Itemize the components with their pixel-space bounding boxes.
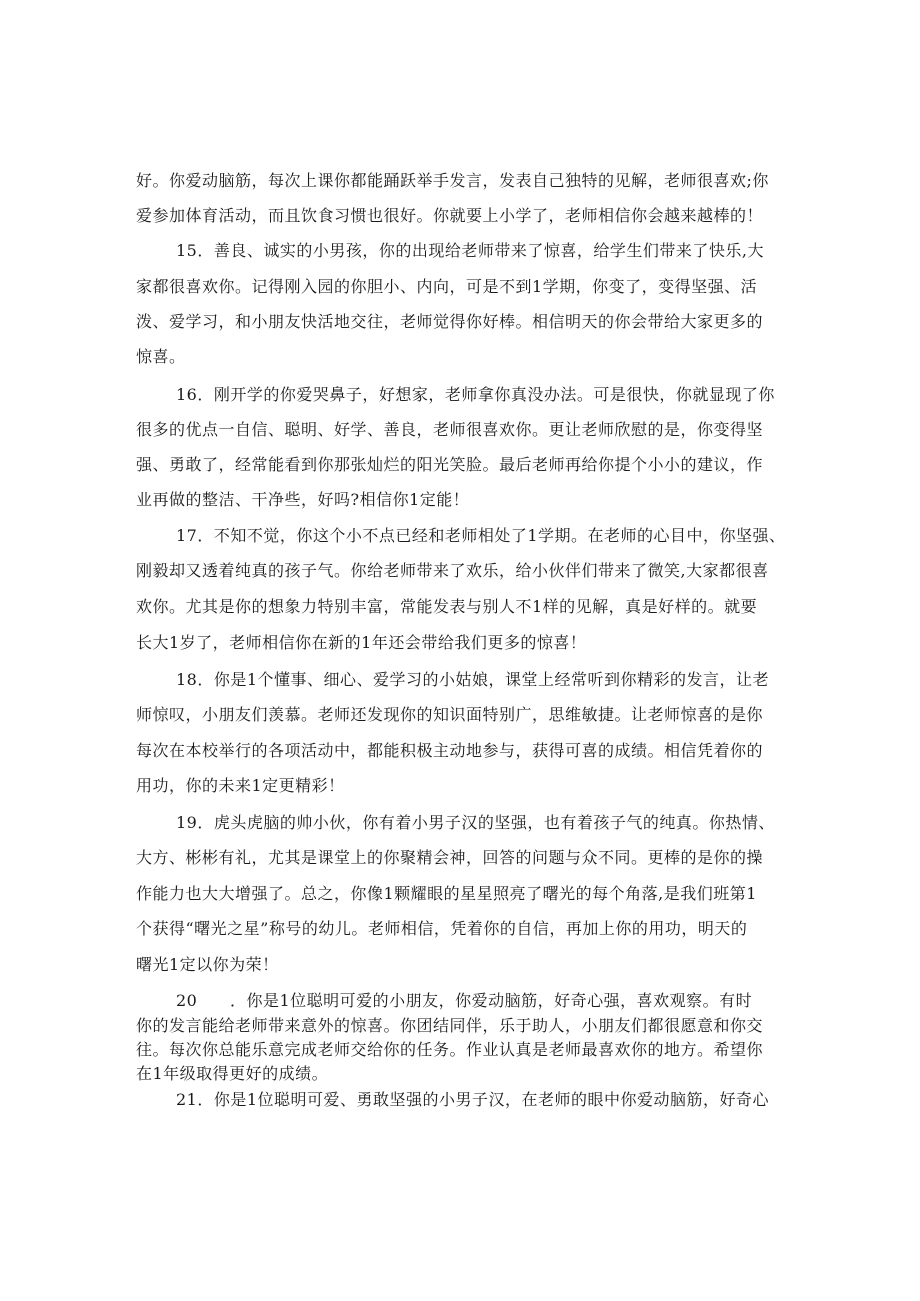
text-line: 爱参加体育活动，而且饮食习惯也很好。你就要上小学了，老师相信你会越来越棒的！ xyxy=(136,206,764,225)
text-line: 好。你爱动脑筋，每次上课你都能踊跃举手发言，发表自己独特的见解，老师很喜欢;你 xyxy=(136,171,769,190)
text-line: 强、勇敢了，经常能看到你那张灿烂的阳光笑脸。最后老师再给你提个小小的建议，作 xyxy=(136,455,764,474)
text-line: 你的发言能给老师带来意外的惊喜。你团结同伴，乐于助人，小朋友们都很愿意和你交 xyxy=(136,1016,764,1035)
text-line: 欢你。尤其是你的想象力特别丰富，常能发表与别人不1样的见解，真是好样的。就要 xyxy=(136,597,758,616)
text-line: 作能力也大大增强了。总之，你像1颗耀眼的星星照亮了曙光的每个角落,是我们班第1 xyxy=(136,884,757,903)
text-line: 泼、爱学习，和小朋友快活地交往，老师觉得你好棒。相信明天的你会带给大家更多的 xyxy=(136,312,764,331)
paragraph-19-start: 19．虎头虎脑的帅小伙，你有着小男子汉的坚强，也有着孩子气的纯真。你热情、 xyxy=(176,813,775,832)
text-line: 业再做的整洁、干净些，好吗?相信你1定能！ xyxy=(136,490,470,509)
text-line: 曙光1定以你为荣！ xyxy=(136,955,279,974)
text-line: 在1年级取得更好的成绩。 xyxy=(136,1064,329,1083)
paragraph-21-start: 21．你是1位聪明可爱、勇敢坚强的小男子汉，在老师的眼中你爱动脑筋，好奇心 xyxy=(176,1090,770,1109)
paragraph-text: ．你是1位聪明可爱的小朋友，你爱动脑筋，好奇心强，喜欢观察。有时 xyxy=(230,991,753,1010)
text-line: 往。每次你总能乐意完成老师交给你的任务。作业认真是老师最喜欢你的地方。希望你 xyxy=(136,1040,764,1059)
text-line: 刚毅却又透着纯真的孩子气。你给老师带来了欢乐，给小伙伴们带来了微笑,大家都很喜 xyxy=(136,561,769,580)
paragraph-16-start: 16．刚开学的你爱哭鼻子，好想家，老师拿你真没办法。可是很快，你就显现了你 xyxy=(176,385,775,404)
text-line: 每次在本校举行的各项活动中，都能积极主动地参与，获得可喜的成绩。相信凭着你的 xyxy=(136,741,764,760)
paragraph-18-start: 18．你是1个懂事、细心、爱学习的小姑娘，课堂上经常听到你精彩的发言，让老 xyxy=(176,670,770,689)
paragraph-20-start xyxy=(176,988,752,1011)
text-line: 家都很喜欢你。记得刚入园的你胆小、内向，可是不到1学期，你变了，变得坚强、活 xyxy=(136,277,758,296)
text-line: 惊喜。 xyxy=(136,347,186,366)
text-line: 大方、彬彬有礼，尤其是课堂上的你聚精会神，回答的问题与众不同。更棒的是你的操 xyxy=(136,848,764,867)
text-line: 很多的优点一自信、聪明、好学、善良，老师很喜欢你。更让老师欣慰的是，你变得坚 xyxy=(136,420,764,439)
paragraph-17-start: 17．不知不觉，你这个小不点已经和老师相处了1学期。在老师的心目中，你坚强、 xyxy=(176,526,786,545)
paragraph-15-start: 15．善良、诚实的小男孩，你的出现给老师带来了惊喜，给学生们带来了快乐,大 xyxy=(176,241,764,260)
text-line: 师惊叹，小朋友们羡慕。老师还发现你的知识面特别广，思维敏捷。让老师惊喜的是你 xyxy=(136,705,764,724)
text-line: 长大1岁了，老师相信你在新的1年还会带给我们更多的惊喜！ xyxy=(136,633,587,652)
text-line: 个获得“曙光之星”称号的幼儿。老师相信，凭着你的自信，再加上你的用功，明天的 xyxy=(136,919,748,938)
paragraph-number: 20 xyxy=(176,991,198,1010)
text-line: 用功，你的未来1定更精彩！ xyxy=(136,776,345,795)
